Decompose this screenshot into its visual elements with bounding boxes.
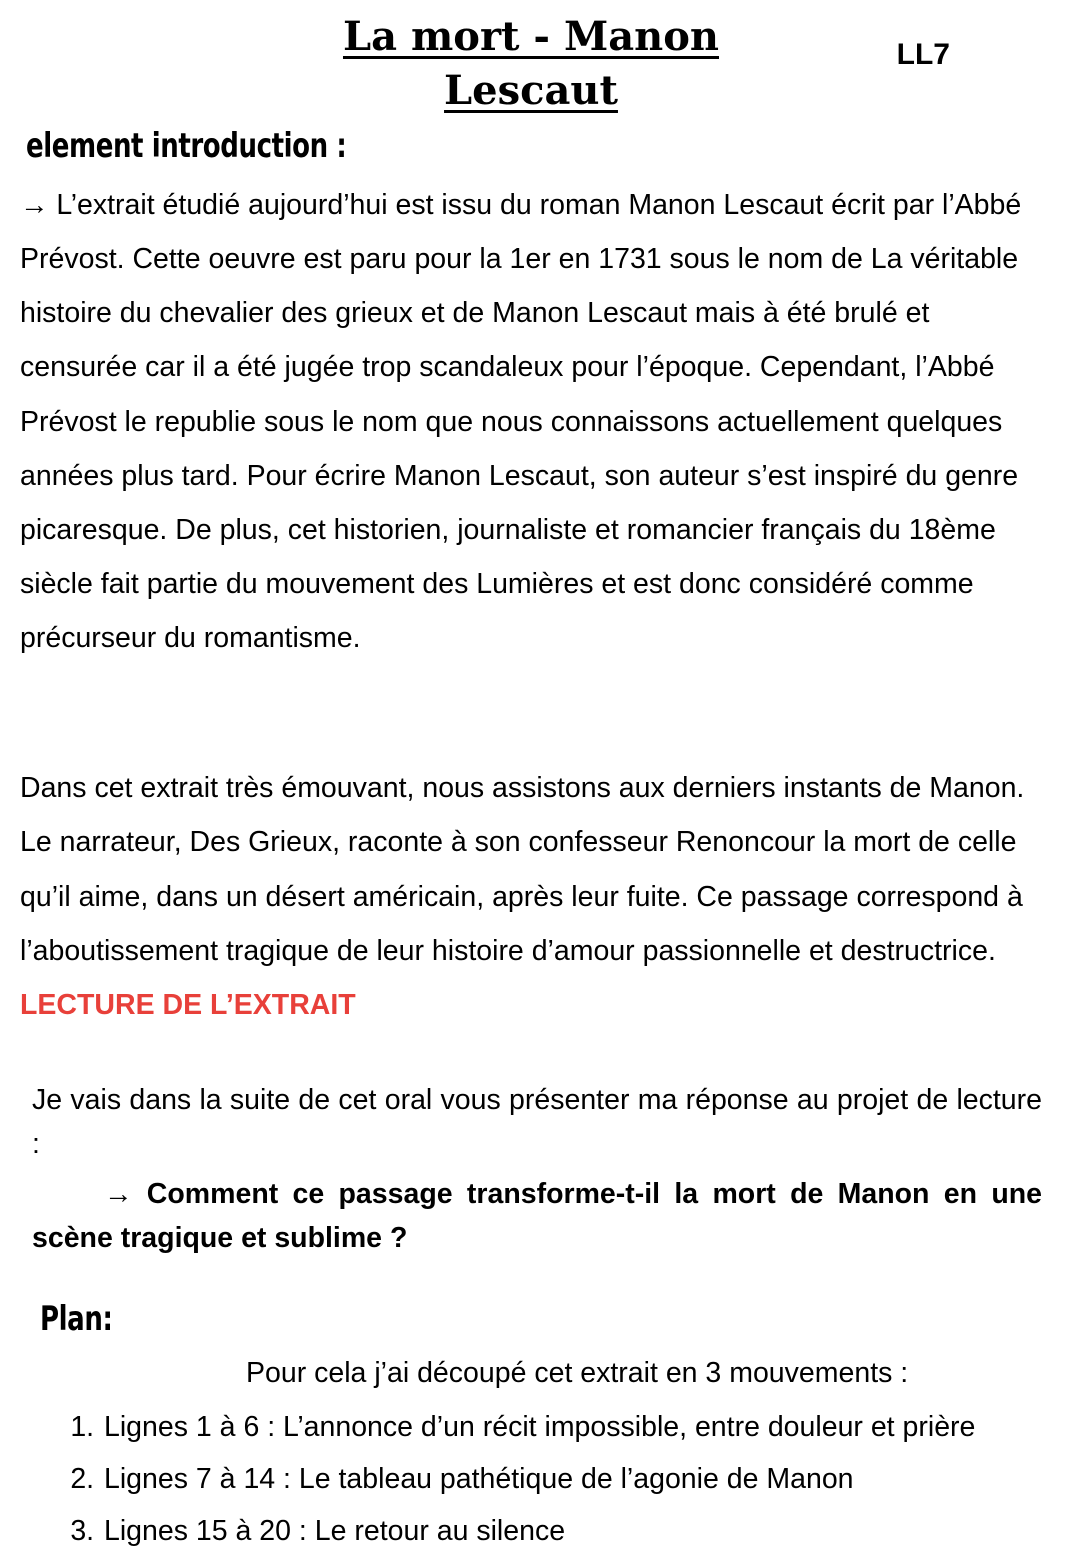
corner-label: LL7 [896,38,950,71]
page-title-line1: La mort - Manon [342,13,719,60]
plan-heading: Plan: [40,1299,113,1339]
page-title-line2: Lescaut [444,67,618,114]
intro-section-heading-wrap [26,128,1042,164]
page-title [211,10,851,118]
extract-paragraph [20,761,1042,1032]
intro-section-heading: element introduction : [26,126,347,166]
plan-list-item: 1. Lignes 1 à 6 : L’annonce d’un récit impossible, entre douleur et prière [102,1403,1042,1453]
plan-list-item: 3. Lignes 15 à 20 : Le retour au silence [102,1507,1042,1556]
lecture-extrait-label: LECTURE DE L’EXTRAIT [20,988,356,1021]
intro-paragraph: → L’extrait étudié aujourd’hui est issu du roman Manon Lescaut écrit par l’Abbé Prévost. Cette oeuvre est paru pour la 1er en 1731 sous le nom de La véritable histoire du chevalier des grieux et de Manon Lescaut mais à été brulé et censurée car il a été jugée trop scandaleux pour l’époque. Cependant, l’Abbé Prévost le republie sous le nom que nous connaissons actuellement quelques années plus tard. Pour écrire Manon Lescaut, son auteur s’est inspiré du genre picaresque. De plus, cet historien, journaliste et romancier français du 18ème siècle fait partie du mouvement des Lumières et est donc considéré comme précurseur du romantisme. [20,189,1022,655]
plan-list [20,1403,1042,1556]
extract-paragraph-text: Dans cet extrait très émouvant, nous assistons aux derniers instants de Manon. Le narrateur, Des Grieux, raconte à son confesseur Renoncour la mort de celle qu’il aime, dans un désert américain, après leur fuite. Ce passage correspond à l’aboutissement tragique de leur histoire d’amour passionnelle et destructrice. [20,772,1025,967]
plan-intro: Pour cela j’ai découpé cet extrait en 3 mouvements : [246,1356,909,1389]
plan-list-item: 2. Lignes 7 à 14 : Le tableau pathétique de l’agonie de Manon [102,1455,1042,1505]
plan-heading-wrap [40,1301,1042,1337]
oral-paragraph: Je vais dans la suite de cet oral vous présenter ma réponse au projet de lecture : [32,1083,1042,1161]
reading-project-question: → Comment ce passage transforme-t-il la mort de Manon en une scène tragique et sublime ? [32,1178,1042,1255]
